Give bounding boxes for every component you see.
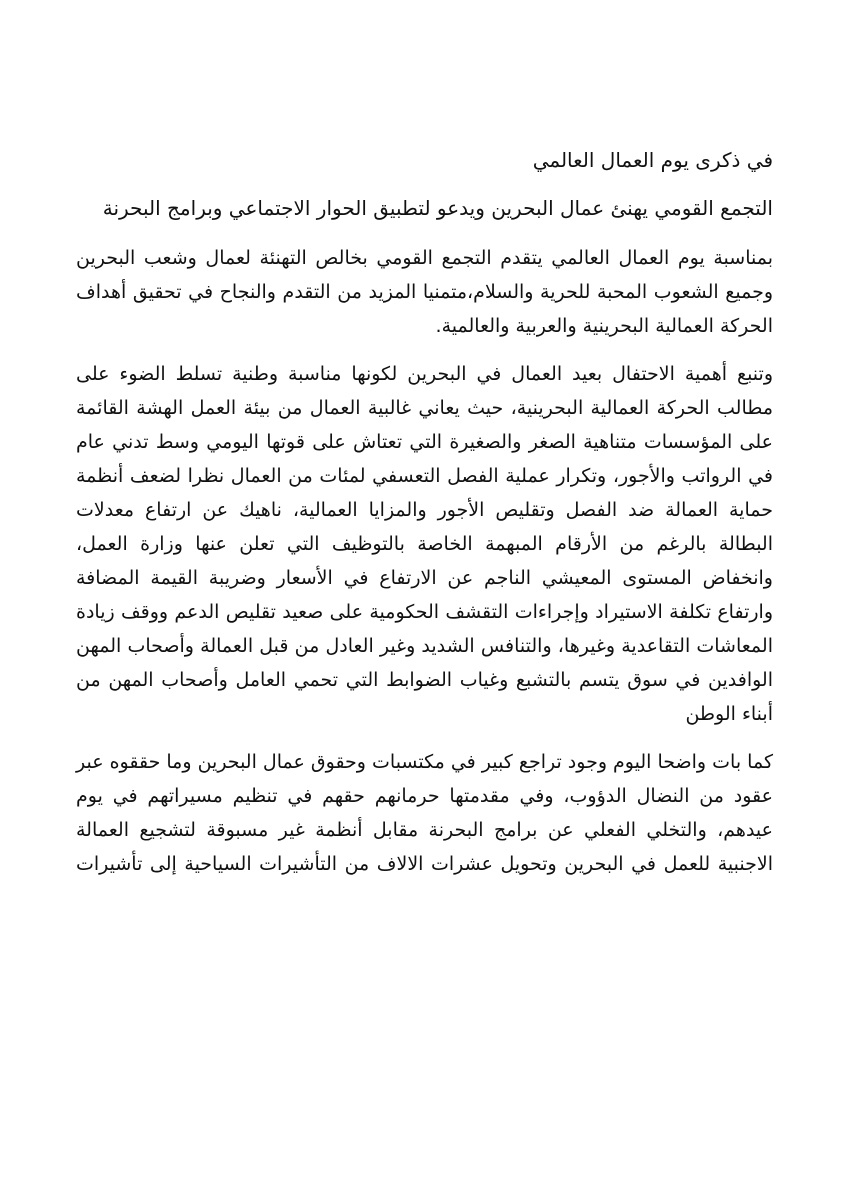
paragraph-rights-decline: كما بات واضحا اليوم وجود تراجع كبير في مكتسبات وحقوق عمال البحرين وما حققوه عبر عقود من النضال الدؤوب، وفي مقدمتها حرمانهم حقهم في تنظيم مسيراتهم في يوم عيدهم، والتخلي الفعلي عن برامج البحرنة مقابل أنظمة غير مسبوقة لتشجيع العمالة الاجنبية للعمل في البحرين وتحويل عشرات الالاف من التأشيرات السياحية إلى تأشيرات (76, 751, 773, 875)
document-title: في ذكرى يوم العمال العالمي (532, 148, 773, 172)
paragraph-greeting: بمناسبة يوم العمال العالمي يتقدم التجمع القومي بخالص التهنئة لعمال وشعب البحرين وجميع الشعوب المحبة للحرية والسلام،متمنيا المزيد من التقدم والنجاح في تحقيق أهداف الحركة العمالية البحرينية والعربية والعالمية. (76, 247, 773, 337)
statement-page (76, 143, 773, 895)
paragraph-labor-conditions: وتنبع أهمية الاحتفال بعيد العمال في البحرين لكونها مناسبة وطنية تسلط الضوء على مطالب الحركة العمالية البحرينية، حيث يعاني غالبية العمال من بيئة العمل الهشة القائمة على المؤسسات متناهية الصغر والصغيرة التي تعتاش على قوتها اليومي وسط تدني عام في الرواتب والأجور، وتكرار عملية الفصل التعسفي لمئات من العمال نظرا لضعف أنظمة حماية العمالة ضد الفصل وتقليص الأجور والمزايا العمالية، ناهيك عن ارتفاع معدلات البطالة بالرغم من الأرقام المبهمة الخاصة بالتوظيف التي تعلن عنها وزارة العمل، وانخفاض المستوى المعيشي الناجم عن الارتفاع في الأسعار وضريبة القيمة المضافة وارتفاع تكلفة الاستيراد وإجراءات التقشف الحكومية على صعيد تقليص الدعم ووقف زيادة المعاشات التقاعدية وغيرها، والتنافس الشديد وغير العادل من قبل العمالة وأصحاب المهن الوافدين في سوق يتسم بالتشبع وغياب الضوابط التي تحمي العامل وأصحاب المهن من أبناء الوطن (76, 363, 773, 725)
document-subtitle: التجمع القومي يهنئ عمال البحرين ويدعو لتطبيق الحوار الاجتماعي وبرامج البحرنة (102, 196, 773, 220)
